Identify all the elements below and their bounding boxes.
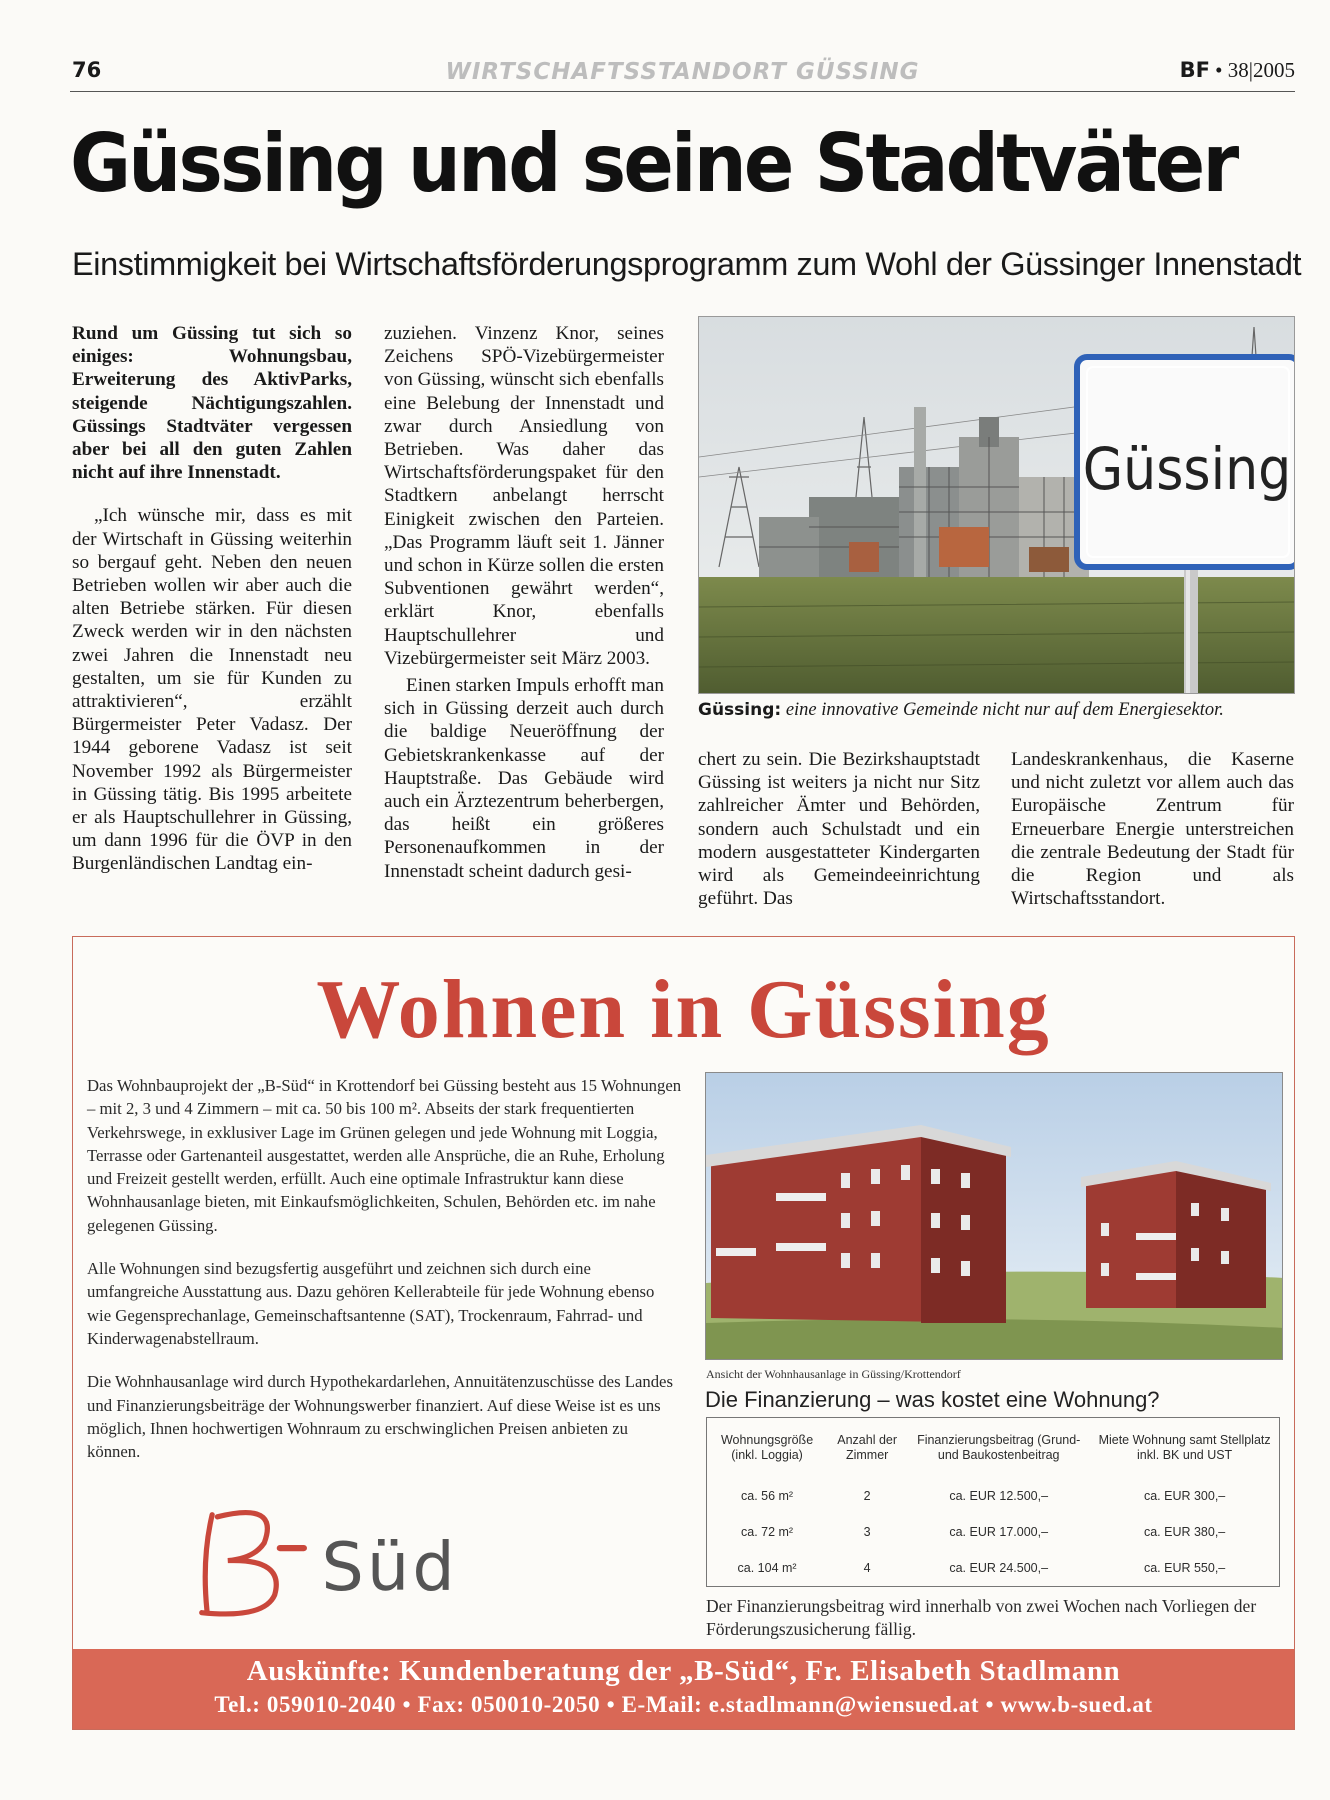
cell-size: ca. 104 m² <box>737 1561 797 1575</box>
col-header-rent: Miete Wohnung samt Stellplatz inkl. BK und UST <box>1098 1433 1271 1462</box>
article-column-4 <box>1011 748 1294 910</box>
cell-rent: ca. EUR 380,– <box>1143 1525 1226 1539</box>
cell-contribution: ca. EUR 17.000,– <box>949 1525 1049 1539</box>
cell-contribution: ca. EUR 24.500,– <box>949 1561 1049 1575</box>
article-column-1 <box>72 322 352 876</box>
article-subheadline: Einstimmigkeit bei Wirtschaftsförderungsprogramm zum Wohl der Güssinger Innenstadt <box>72 246 1302 282</box>
magazine-brand: BF <box>1179 58 1210 82</box>
cell-rooms: 4 <box>863 1561 871 1575</box>
table-row <box>707 1478 1279 1514</box>
svg-text:Süd: Süd <box>321 1527 458 1606</box>
ad-paragraph-3: Die Wohnhausanlage wird durch Hypothekardarlehen, Annuitätenzuschüsse des Landes und Finanzierungsbeiträge der Wohnungswerber finanziert. Auf diese Weise ist es uns möglich, Ihnen hochwertigen Wohnraum zu erschwinglichen Preisen anbieten zu können. <box>87 1372 673 1462</box>
article-body-2b: Einen starken Impuls erhofft man sich in Güssing derzeit auch durch die baldige Neueröffnung der Gebietskrankenkasse auf der Hauptstraße. Das Gebäude wird auch ein Ärztezentrum beherbergen, das heißt ein größeres Personenaufkommen in der Innenstadt scheint dadurch gesi- <box>384 675 664 882</box>
finance-heading: Die Finanzierung – was kostet eine Wohnung? <box>705 1387 1160 1412</box>
section-title: WIRTSCHAFTSSTANDORT GÜSSING <box>445 59 920 85</box>
running-head <box>70 58 1295 92</box>
issue-number: 38|2005 <box>1227 58 1295 82</box>
cell-size: ca. 56 m² <box>741 1489 794 1503</box>
col-header-contribution: Finanzierungsbeitrag (Grund- und Baukostenbeitrag <box>917 1433 1081 1462</box>
page-number: 76 <box>72 58 102 82</box>
ad-paragraph-2: Alle Wohnungen sind bezugsfertig ausgeführt und zeichnen sich durch eine umfangreiche Ausstattung aus. Dazu gehören Kellerabteile für jede Wohnung ebenso wie Gegensprechanlage, Gemeinschaftsantenne (SAT), Trockenraum, Fahrrad- und Kinderwagenabstellraum. <box>87 1259 655 1348</box>
photo-caption <box>698 700 1298 721</box>
article-body-2a: zuziehen. Vinzenz Knor, seines Zeichens SPÖ-Vizebürgermeister von Güssing, wünscht sich ebenfalls eine Belebung der Innenstadt und zwar durch Ansiedlung von Betrieben. Was daher das Wirtschaftsförderungspaket für den Stadtkern anbelangt herrscht Einigkeit zwischen den Parteien. „Das Programm läuft seit 1. Jänner und schon in Kürze sollen die ersten Subventionen gewährt werden“, erklärt Knor, ebenfalls Hauptschullehrer und Vizebürgermeister seit März 2003. <box>384 323 664 669</box>
contact-line-1: Auskünfte: Kundenberatung der „B-Süd“, Fr. Elisabeth Stadlmann <box>246 1655 1121 1687</box>
table-row <box>707 1514 1279 1550</box>
ad-title: Wohnen in Güssing <box>316 963 1051 1056</box>
article-body-1: „Ich wünsche mir, dass es mit der Wirtschaft in Güssing weiterhin so bergauf geht. Neben den neuen Betrieben wollen wir aber auch die alten Betriebe stärken. Für diesen Zweck werden wir in den nächsten zwei Jahren die Innenstadt neu gestalten, um sie für Kunden zu attraktivieren“, erzählt Bürgermeister Peter Vadasz. Der 1944 geborene Vadasz ist seit November 1992 als Bürgermeister in Güssing tätig. Bis 1995 arbeitete er als Hauptschullehrer in Güssing, um dann 1996 für die ÖVP in den Burgenländischen Landtag ein- <box>72 505 352 875</box>
ad-building-image <box>705 1072 1283 1360</box>
b-sued-logo <box>178 1496 538 1621</box>
cell-size: ca. 72 m² <box>741 1525 794 1539</box>
article-headline: Güssing und seine Stadtväter <box>70 117 1237 210</box>
article-body-4: Landeskrankenhaus, die Kaserne und nicht zuletzt vor allem auch das Europäische Zentrum für Erneuerbare Energie unterstreichen die zentrale Bedeutung der Stadt für die Region und als Wirtschaftsstandort. <box>1011 749 1294 910</box>
issue-separator: • <box>1215 58 1223 82</box>
article-photo <box>698 316 1295 694</box>
contact-line-2: Tel.: 059010-2040 • Fax: 050010-2050 • E-Mail: e.stadlmann@wiensued.at • www.b-sued.at <box>214 1692 1153 1717</box>
contact-banner <box>73 1649 1294 1729</box>
table-header-row <box>707 1418 1279 1478</box>
ad-text <box>87 1074 682 1483</box>
cell-rent: ca. EUR 300,– <box>1143 1489 1226 1503</box>
article-body-3: chert zu sein. Die Bezirkshauptstadt Güssing ist weiters ja nicht nur Sitz zahlreicher Ämter und Behörden, sondern auch Schulstadt und ein modern ausgestatteter Kindergarten wird als Gemeindeeinrichtung geführt. Das <box>698 749 980 910</box>
finance-table <box>706 1417 1280 1587</box>
cell-rent: ca. EUR 550,– <box>1143 1561 1226 1575</box>
power-plant-photo <box>699 317 1295 694</box>
ad-paragraph-1: Das Wohnbauprojekt der „B-Süd“ in Krottendorf bei Güssing besteht aus 15 Wohnungen – mit 2, 3 und 4 Zimmern – mit ca. 50 bis 100 m². Abseits der stark frequentierten Verkehrswege, in exklusiver Lage im Grünen gelegen und jede Wohnung mit Loggia, Terrasse oder Gartenanteil ausgestattet, werden alle Ansprüche, die an Ruhe, Erholung und Freizeit gestellt werden, erfüllt. Auch eine optimale Infrastruktur kann diese Wohnhausanlage bieten, mit Einkaufsmöglichkeiten, Schulen, Behörden etc. im nahe gelegenen Güssing. <box>87 1076 682 1235</box>
col-header-rooms: Anzahl der Zimmer <box>837 1433 898 1462</box>
caption-text: eine innovative Gemeinde nicht nur auf dem Energiesektor. <box>781 700 1224 720</box>
cell-contribution: ca. EUR 12.500,– <box>949 1489 1049 1503</box>
article-lead: Rund um Güssing tut sich so einiges: Wohnungsbau, Erweiterung des AktivParks, steigende Nächtigungszahlen. Güssings Stadtväter vergessen aber bei all den guten Zahlen nicht auf ihre Innenstadt. <box>72 323 352 484</box>
col-header-size: Wohnungsgröße (inkl. Loggia) <box>720 1433 814 1462</box>
town-sign-text: Güssing <box>1082 436 1292 504</box>
cell-rooms: 2 <box>863 1489 871 1503</box>
caption-place: Güssing: <box>698 700 782 720</box>
issue-info <box>1180 58 1295 83</box>
cell-rooms: 3 <box>863 1525 871 1539</box>
article-column-2 <box>384 322 664 883</box>
finance-note: Der Finanzierungsbeitrag wird innerhalb von zwei Wochen nach Vorliegen der Förderungszusicherung fällig. <box>706 1596 1257 1639</box>
article-column-3 <box>698 748 980 910</box>
table-row <box>707 1550 1279 1586</box>
ad-photo-caption: Ansicht der Wohnhausanlage in Güssing/Krottendorf <box>706 1367 961 1381</box>
building-rendering <box>706 1073 1283 1360</box>
